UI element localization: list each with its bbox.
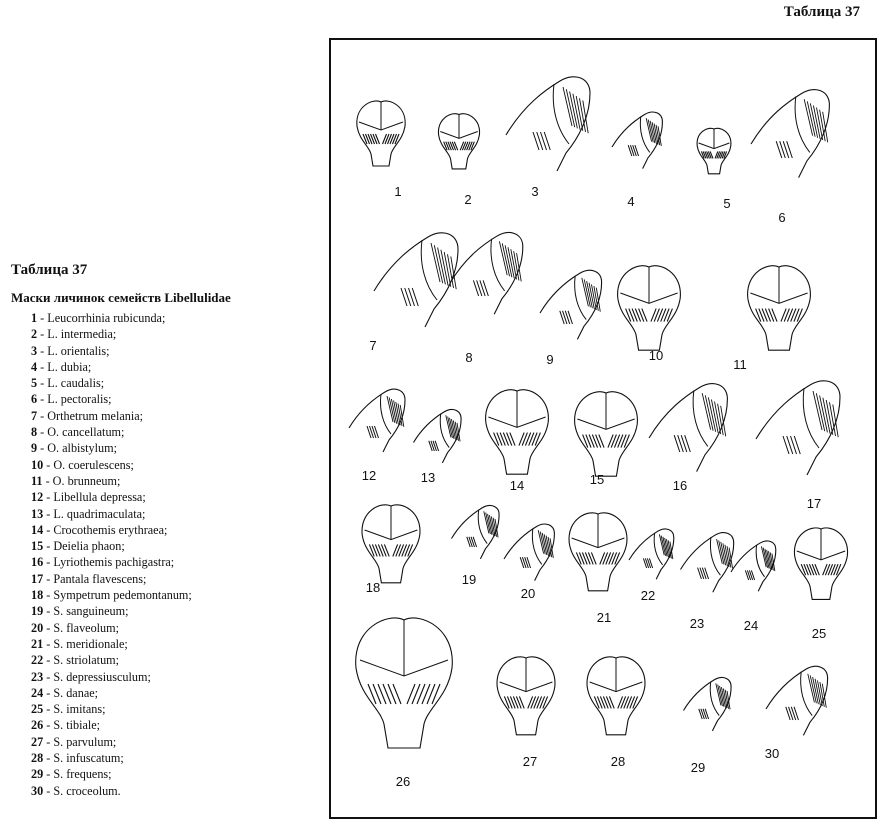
- legend-item: [31, 734, 311, 750]
- legend-item-species: S. danae;: [53, 685, 99, 700]
- larval-mask-drawing: [506, 77, 590, 171]
- legend-item-species: S. imitans;: [53, 702, 106, 717]
- legend-item-species: Sympetrum pedemontanum;: [53, 588, 192, 603]
- legend-item-species: O. coerulescens;: [53, 457, 134, 472]
- legend-item-species: Leucorrhinia rubicunda;: [47, 311, 166, 325]
- legend-item: [31, 587, 311, 603]
- legend-item: [31, 603, 311, 619]
- legend-list: [11, 310, 311, 799]
- legend-item-separator: -: [43, 653, 54, 668]
- figure-number-label: 11: [733, 357, 747, 372]
- legend-item-separator: -: [43, 669, 54, 684]
- plate-drawings: [331, 40, 875, 817]
- legend-item-separator: -: [43, 718, 54, 733]
- legend-item-number: 23: [31, 669, 44, 684]
- legend-item: [31, 620, 311, 636]
- legend-item-number: 25: [31, 702, 44, 717]
- legend-item-separator: -: [43, 685, 54, 700]
- legend-item-separator: -: [43, 783, 54, 798]
- legend-item-species: L. caudalis;: [47, 376, 105, 391]
- legend-item: [31, 522, 311, 538]
- figure-number-label: 22: [640, 588, 656, 603]
- legend-item: [31, 424, 311, 440]
- legend-item-number: 24: [31, 685, 44, 700]
- legend-item-number: 11: [31, 473, 43, 488]
- larval-mask-drawing: [756, 381, 840, 475]
- legend-item-species: S. croceolum.: [53, 783, 121, 798]
- legend-item-number: 13: [31, 506, 44, 521]
- legend-item-species: O. albistylum;: [47, 441, 117, 456]
- legend-item-species: S. flaveolum;: [53, 620, 120, 635]
- figure-number-label: 16: [672, 478, 688, 493]
- legend-item-number: 2: [31, 327, 38, 342]
- figure-number-label: 26: [395, 774, 411, 789]
- larval-mask-drawing: [497, 657, 555, 735]
- legend-item: [31, 538, 311, 554]
- figure-number-label: 3: [531, 184, 539, 199]
- figure-number-label: 9: [546, 352, 554, 367]
- legend-subtitle: Маски личинок семейств Libellulidae: [11, 290, 231, 305]
- legend-item-number: 18: [31, 588, 44, 603]
- legend-item-number: 12: [31, 490, 44, 505]
- figure-number-label: 7: [369, 338, 377, 353]
- legend-item: [31, 440, 311, 456]
- figure-number-label: 14: [509, 478, 525, 493]
- legend-item: [31, 685, 311, 701]
- legend-item-number: 8: [31, 425, 38, 440]
- larval-mask-drawing: [540, 270, 602, 339]
- figure-number-label: 28: [610, 754, 626, 769]
- figure-number-label: 18: [365, 580, 381, 595]
- legend-item: [31, 489, 311, 505]
- legend-item: [31, 652, 311, 668]
- legend-item-species: L. dubia;: [47, 359, 92, 374]
- legend-item-species: L. pectoralis;: [47, 392, 112, 407]
- legend-item-separator: -: [43, 751, 54, 766]
- larval-mask-drawing: [438, 114, 479, 169]
- figure-number-label: 5: [723, 196, 731, 211]
- legend-item-separator: -: [43, 522, 54, 537]
- figure-number-label: 29: [690, 760, 706, 775]
- larval-mask-drawing: [374, 233, 458, 327]
- legend-item-number: 10: [31, 457, 44, 472]
- legend-item-species: S. frequens;: [53, 767, 112, 782]
- legend-item-separator: -: [43, 555, 54, 570]
- legend-item-separator: -: [37, 408, 48, 423]
- legend-item: [31, 701, 311, 717]
- figure-number-label: 17: [806, 496, 822, 511]
- legend-item-separator: -: [43, 457, 54, 472]
- legend-item-species: S. depressiusculum;: [53, 669, 151, 684]
- legend-item-number: 14: [31, 522, 44, 537]
- legend-item-separator: -: [43, 588, 54, 603]
- legend-item-species: S. parvulum;: [53, 734, 117, 749]
- page-label: Таблица 37: [783, 4, 860, 20]
- legend-item-number: 17: [31, 571, 44, 586]
- legend-item-number: 5: [31, 376, 38, 391]
- legend-item: [31, 506, 311, 522]
- legend-item-separator: -: [37, 425, 48, 440]
- legend-item-separator: -: [43, 571, 54, 586]
- larval-mask-drawing: [356, 618, 453, 748]
- legend-item: [31, 750, 311, 766]
- legend-item-number: 20: [31, 620, 44, 635]
- legend-item: [31, 554, 311, 570]
- larval-mask-drawing: [649, 384, 727, 472]
- legend-item-number: 22: [31, 653, 44, 668]
- figure-number-label: 4: [627, 194, 635, 209]
- figure-number-label: 20: [520, 586, 536, 601]
- legend-item-separator: -: [43, 702, 54, 717]
- legend-item-species: Lyriothemis pachigastra;: [53, 555, 175, 570]
- legend-item-separator: -: [37, 441, 48, 456]
- figure-number-label: 30: [764, 746, 780, 761]
- larval-mask-drawing: [452, 506, 500, 559]
- legend-item-species: S. striolatum;: [53, 653, 120, 668]
- legend-item-separator: -: [43, 620, 54, 635]
- legend-item-species: Libellula depressa;: [53, 490, 146, 505]
- legend-item-species: Deielia phaon;: [53, 539, 125, 554]
- figure-number-label: 15: [589, 472, 605, 487]
- figure-number-label: 25: [811, 626, 827, 641]
- legend-item: [31, 375, 311, 391]
- legend-item-species: L. quadrimaculata;: [53, 506, 146, 521]
- legend-item-number: 21: [31, 636, 44, 651]
- legend-item: [31, 408, 311, 424]
- figure-number-label: 10: [648, 348, 664, 363]
- legend-item-separator: -: [37, 392, 48, 407]
- larval-mask-drawing: [349, 389, 405, 452]
- legend-item-separator: -: [43, 539, 54, 554]
- legend-item: [31, 473, 311, 489]
- figure-number-label: 19: [461, 572, 477, 587]
- figure-plate: [329, 38, 877, 819]
- legend-item-separator: -: [43, 506, 54, 521]
- legend-item-number: 30: [31, 783, 44, 798]
- legend-item-species: S. infuscatum;: [53, 751, 124, 766]
- larval-mask-drawing: [569, 513, 627, 591]
- legend-item-number: 4: [31, 359, 38, 374]
- legend-item-number: 3: [31, 343, 38, 358]
- larval-mask-drawing: [362, 505, 420, 583]
- legend-item: [31, 571, 311, 587]
- legend-item-species: S. sanguineum;: [53, 604, 129, 619]
- legend-item-separator: -: [37, 376, 48, 391]
- larval-mask-drawing: [414, 410, 462, 463]
- larval-mask-drawing: [629, 529, 674, 579]
- legend-item-separator: -: [43, 734, 54, 749]
- legend-item: [31, 310, 311, 326]
- legend-item-number: 15: [31, 539, 44, 554]
- legend-item: [31, 391, 311, 407]
- figure-number-label: 2: [464, 192, 472, 207]
- figure-number-label: 24: [743, 618, 759, 633]
- figure-number-label: 1: [394, 184, 402, 199]
- legend-item: [31, 717, 311, 733]
- legend-item: [31, 343, 311, 359]
- legend-item-separator: -: [37, 359, 48, 374]
- larval-mask-drawing: [794, 528, 847, 600]
- legend-item-number: 29: [31, 767, 44, 782]
- legend-item-number: 19: [31, 604, 44, 619]
- legend-item-number: 7: [31, 408, 38, 423]
- legend-item-species: Crocothemis erythraea;: [53, 522, 168, 537]
- legend-item: [31, 783, 311, 799]
- figure-number-label: 21: [596, 610, 612, 625]
- legend-item-separator: -: [37, 327, 48, 342]
- legend-item-separator: -: [37, 343, 48, 358]
- larval-mask-drawing: [587, 657, 645, 735]
- larval-mask-drawing: [766, 666, 828, 735]
- legend: [11, 262, 311, 799]
- larval-mask-drawing: [681, 533, 734, 593]
- legend-item-number: 6: [31, 392, 38, 407]
- legend-item-separator: -: [43, 767, 54, 782]
- larval-mask-drawing: [697, 128, 731, 174]
- legend-item-separator: -: [43, 604, 54, 619]
- legend-item: [31, 636, 311, 652]
- legend-item-species: Orthetrum melania;: [47, 408, 144, 423]
- legend-item-species: L. intermedia;: [47, 327, 117, 342]
- legend-item-separator: -: [43, 490, 54, 505]
- legend-item: [31, 457, 311, 473]
- larval-mask-drawing: [731, 541, 776, 591]
- legend-item: [31, 766, 311, 782]
- larval-mask-drawing: [504, 524, 554, 581]
- legend-item-separator: -: [37, 311, 48, 325]
- legend-item-number: 16: [31, 555, 44, 570]
- legend-item-number: 1: [31, 311, 38, 325]
- legend-item-species: L. orientalis;: [47, 343, 110, 358]
- legend-title: Таблица 37: [11, 262, 88, 278]
- legend-item-number: 28: [31, 751, 44, 766]
- legend-item-species: S. tibiale;: [53, 718, 101, 733]
- larval-mask-drawing: [748, 266, 811, 351]
- figure-number-label: 23: [689, 616, 705, 631]
- legend-item-species: O. brunneum;: [52, 473, 121, 488]
- legend-item: [31, 669, 311, 685]
- larval-mask-drawing: [486, 390, 549, 475]
- figure-number-label: 6: [778, 210, 786, 225]
- legend-item-species: Pantala flavescens;: [53, 571, 147, 586]
- larval-mask-drawing: [450, 233, 523, 315]
- larval-mask-drawing: [684, 678, 732, 731]
- larval-mask-drawing: [618, 266, 681, 351]
- legend-item-species: S. meridionale;: [53, 636, 128, 651]
- legend-item-separator: -: [42, 473, 53, 488]
- figure-number-label: 13: [420, 470, 436, 485]
- larval-mask-drawing: [575, 392, 638, 477]
- figure-number-label: 12: [361, 468, 377, 483]
- larval-mask-drawing: [357, 101, 405, 166]
- figure-number-label: 27: [522, 754, 538, 769]
- legend-item-number: 26: [31, 718, 44, 733]
- larval-mask-drawing: [751, 90, 829, 178]
- figure-number-label: 8: [465, 350, 473, 365]
- legend-item-separator: -: [43, 636, 54, 651]
- legend-item: [31, 359, 311, 375]
- legend-item-number: 27: [31, 734, 44, 749]
- legend-item-species: O. cancellatum;: [47, 425, 125, 440]
- legend-item: [31, 326, 311, 342]
- legend-item-number: 9: [31, 441, 38, 456]
- larval-mask-drawing: [612, 112, 662, 169]
